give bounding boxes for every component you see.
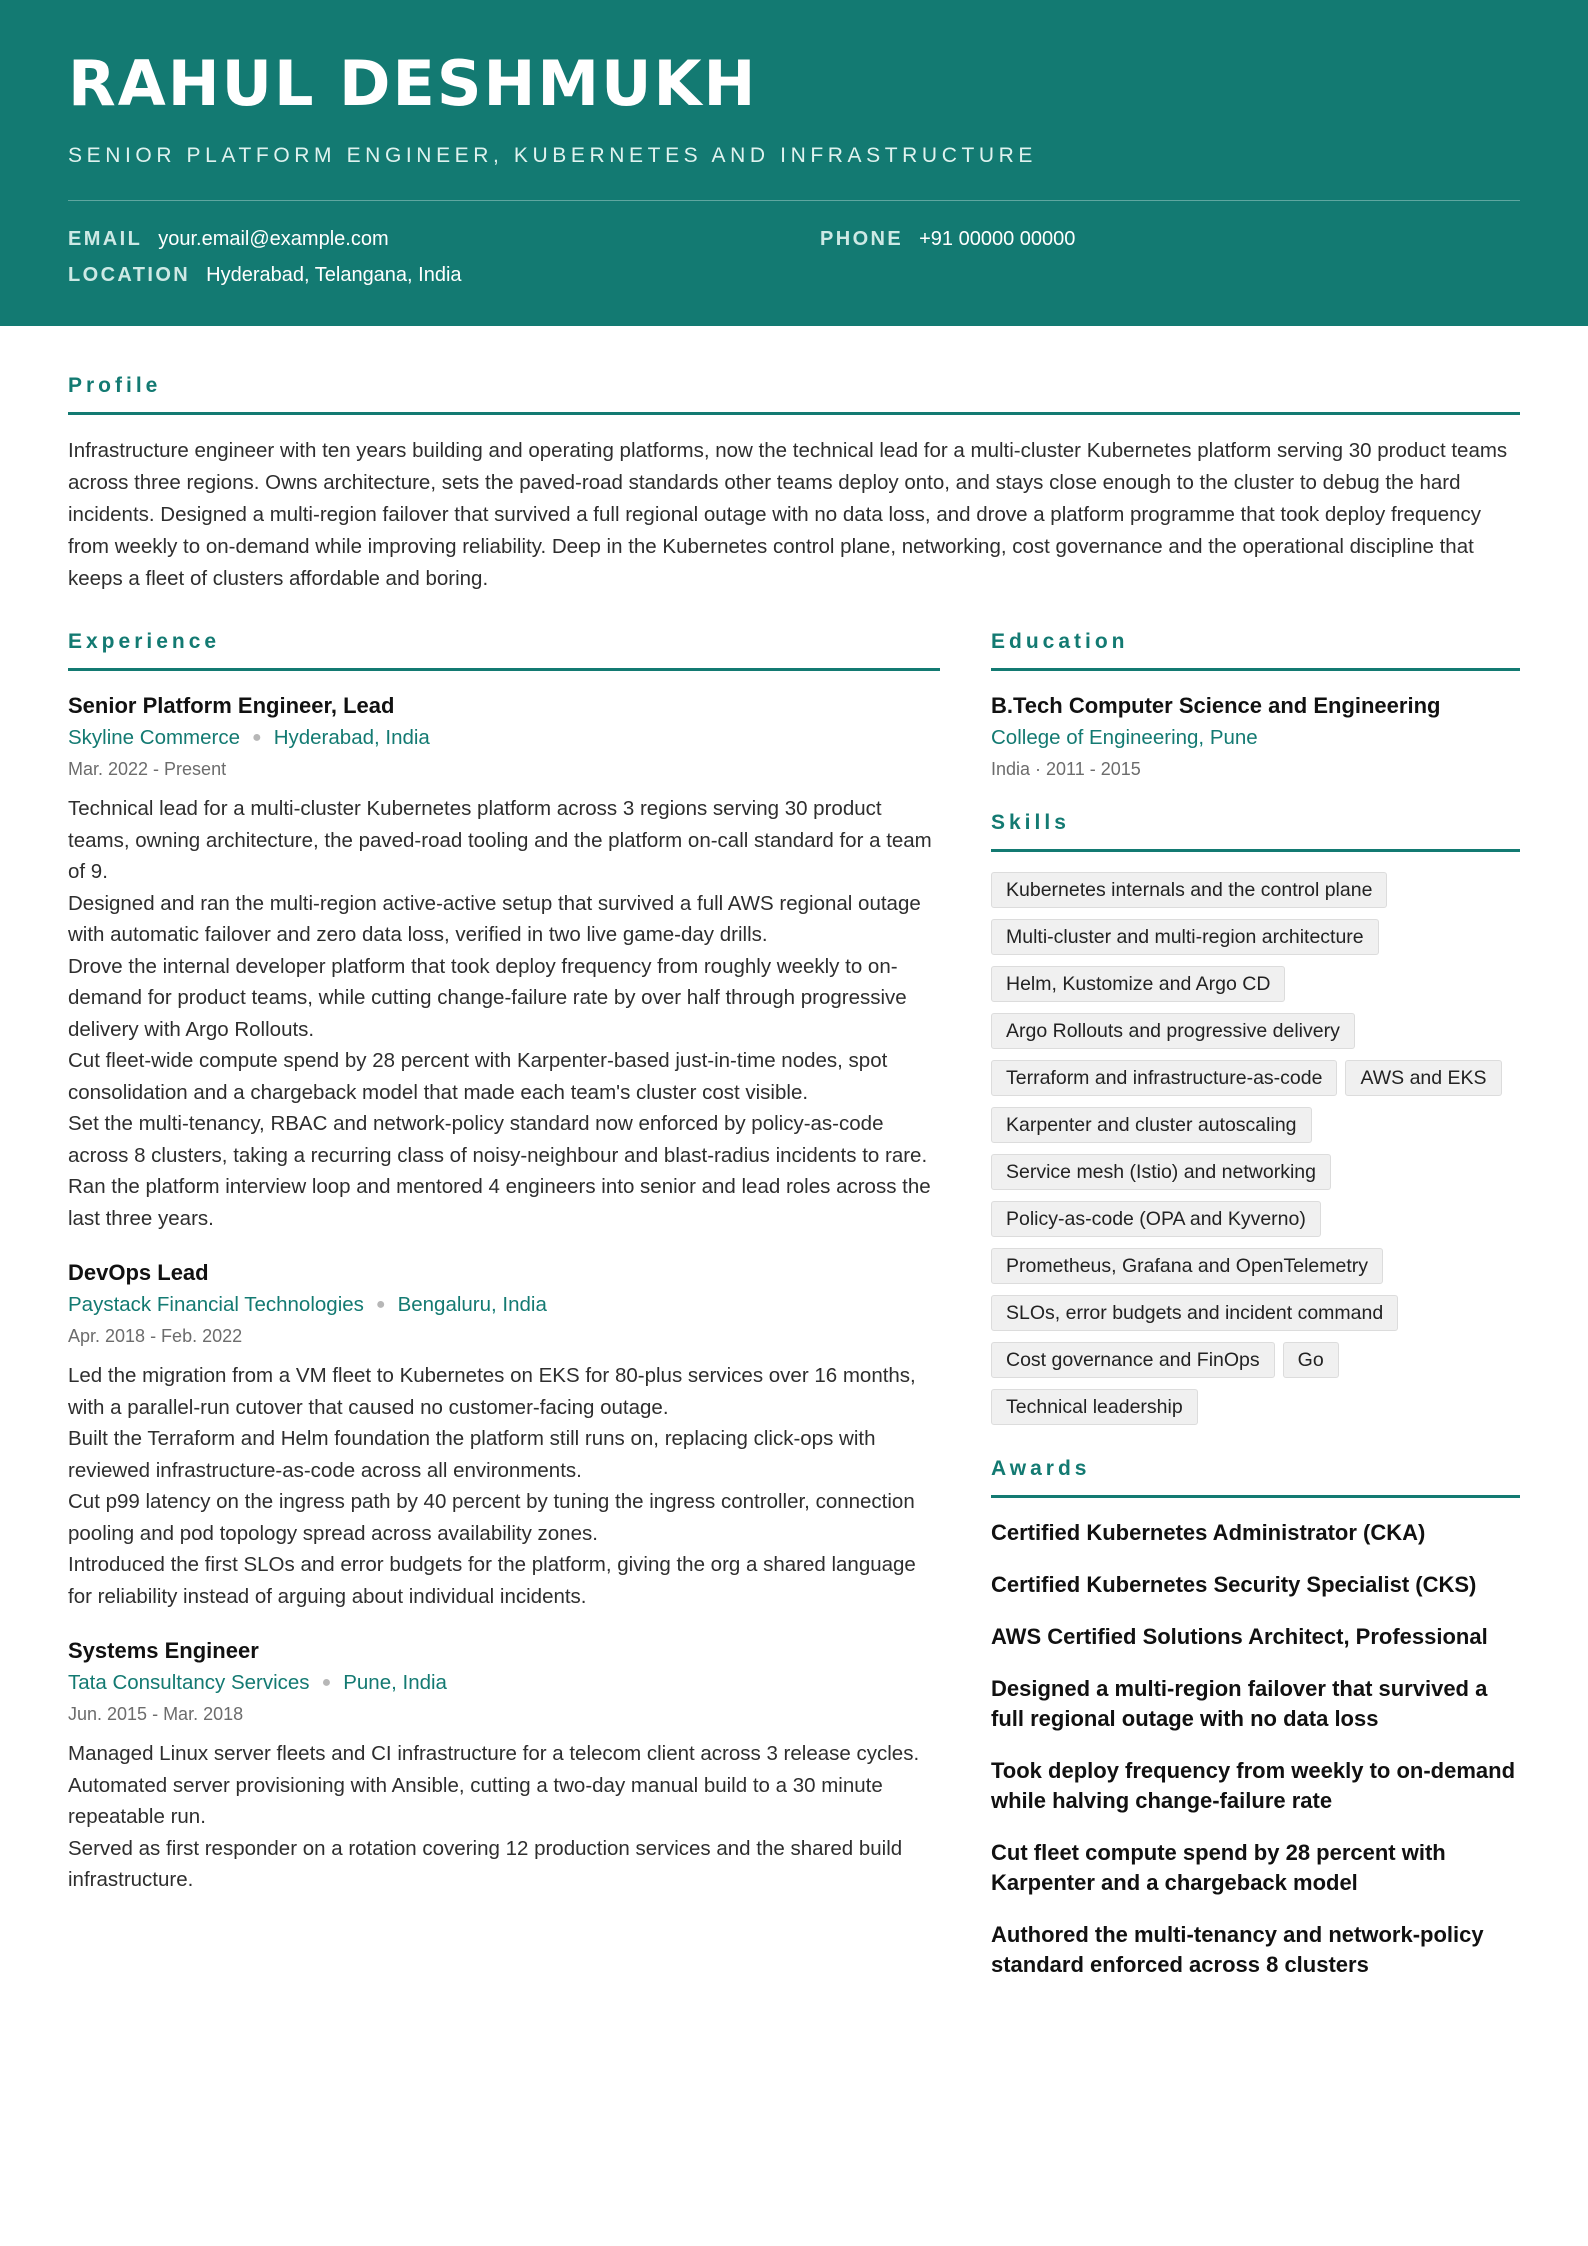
job-company-line <box>68 723 940 753</box>
awards-section <box>991 1457 1520 1980</box>
award-item: Cut fleet compute spend by 28 percent with Karpenter and a chargeback model <box>991 1840 1446 1895</box>
job-company: Tata Consultancy Services <box>68 1671 310 1694</box>
education-heading: Education <box>991 630 1129 653</box>
profile-summary: Infrastructure engineer with ten years building and operating platforms, now the technical lead for a multi-cluster Kubernetes platform serving 30 product teams across three regions. Owns architecture, sets the paved-road standards other teams deploy onto, and stays close enough to the cluster to debug the hard incidents. Designed a multi-region failover that survived a full regional outage with no data loss, and drove a platform programme that took deploy frequency from weekly to on-demand while improving reliability. Deep in the Kubernetes control plane, networking, cost governance and the operational discipline that keeps a fleet of clusters affordable and boring. <box>68 439 1508 590</box>
skill-tag: Kubernetes internals and the control plane <box>991 872 1387 908</box>
job-achievement: Technical lead for a multi-cluster Kubernetes platform across 3 regions serving 30 product teams, owning architecture, the paved-road tooling and the platform on-call standard for a team of 9. <box>68 797 932 883</box>
separator-dot-icon: ● <box>321 1674 332 1691</box>
resume-header <box>0 0 1588 326</box>
contact-phone <box>820 227 1075 251</box>
location-label: LOCATION <box>68 264 191 286</box>
experience-divider <box>68 668 940 671</box>
award-item: AWS Certified Solutions Architect, Professional <box>991 1624 1488 1649</box>
job-achievements <box>68 1738 940 1896</box>
skill-tag: Karpenter and cluster autoscaling <box>991 1107 1312 1143</box>
job-location: Hyderabad, India <box>273 726 430 749</box>
job-location: Pune, India <box>343 1671 447 1694</box>
email-label: EMAIL <box>68 228 143 250</box>
candidate-headline: SENIOR PLATFORM ENGINEER, KUBERNETES AND INFRASTRUCTURE <box>68 144 1038 167</box>
skills-heading: Skills <box>991 811 1070 834</box>
job-location: Bengaluru, India <box>397 1293 547 1316</box>
skill-tag: Terraform and infrastructure-as-code <box>991 1060 1337 1096</box>
job-entry <box>68 1258 940 1612</box>
contact-email <box>68 227 389 251</box>
profile-divider <box>68 412 1520 415</box>
job-achievement: Drove the internal developer platform that took deploy frequency from roughly weekly to on-demand for product teams, while cutting change-failure rate by over half through progressive delivery with Argo Rollouts. <box>68 954 907 1041</box>
education-meta: India · 2011 - 2015 <box>991 759 1141 779</box>
experience-section <box>68 630 940 1896</box>
award-item: Certified Kubernetes Administrator (CKA) <box>991 1520 1426 1545</box>
skills-section <box>991 811 1520 1425</box>
job-dates: Mar. 2022 - Present <box>68 759 227 779</box>
skill-tag: SLOs, error budgets and incident command <box>991 1295 1398 1331</box>
job-achievement: Designed and ran the multi-region active-active setup that survived a full AWS regional outage with automatic failover and zero data loss, verified in two live game-day drills. <box>68 891 921 946</box>
email-value[interactable]: your.email@example.com <box>158 228 389 250</box>
phone-value[interactable]: +91 00000 00000 <box>919 228 1076 250</box>
skill-tag: Go <box>1283 1342 1339 1378</box>
job-achievements <box>68 793 940 1234</box>
job-achievement: Cut p99 latency on the ingress path by 40 percent by tuning the ingress controller, connection pooling and pod topology spread across availability zones. <box>68 1490 915 1545</box>
education-section <box>991 630 1520 783</box>
awards-heading: Awards <box>991 1457 1091 1480</box>
separator-dot-icon: ● <box>252 729 262 746</box>
job-company: Paystack Financial Technologies <box>68 1293 364 1316</box>
profile-heading: Profile <box>68 374 162 397</box>
location-value: Hyderabad, Telangana, India <box>206 264 462 286</box>
job-company-line <box>68 1668 940 1698</box>
education-school: College of Engineering, Pune <box>991 726 1258 749</box>
job-entry <box>68 691 940 1234</box>
awards-divider <box>991 1495 1520 1498</box>
job-title: Systems Engineer <box>68 1638 259 1663</box>
skill-tag: Policy-as-code (OPA and Kyverno) <box>991 1201 1321 1237</box>
skill-tag: Argo Rollouts and progressive delivery <box>991 1013 1355 1049</box>
skill-tag: Multi-cluster and multi-region architecture <box>991 919 1379 955</box>
contact-info <box>68 227 1520 307</box>
job-company-line <box>68 1290 940 1320</box>
job-achievement: Served as first responder on a rotation covering 12 production services and the shared build infrastructure. <box>68 1836 903 1891</box>
award-item: Designed a multi-region failover that survived a full regional outage with no data loss <box>991 1676 1488 1731</box>
education-divider <box>991 668 1520 671</box>
header-divider <box>68 200 1520 201</box>
education-degree: B.Tech Computer Science and Engineering <box>991 693 1441 718</box>
job-achievement: Automated server provisioning with Ansible, cutting a two-day manual build to a 30 minute repeatable run. <box>68 1773 883 1828</box>
skill-tag: Technical leadership <box>991 1389 1198 1425</box>
job-achievement: Built the Terraform and Helm foundation the platform still runs on, replacing click-ops with reviewed infrastructure-as-code across all environments. <box>68 1427 876 1482</box>
job-achievement: Set the multi-tenancy, RBAC and network-policy standard now enforced by policy-as-code across 8 clusters, taking a recurring class of noisy-neighbour and blast-radius incidents to rare. <box>68 1112 928 1167</box>
job-achievement: Managed Linux server fleets and CI infrastructure for a telecom client across 3 release cycles. <box>68 1742 920 1765</box>
job-title: Senior Platform Engineer, Lead <box>68 693 395 718</box>
contact-location <box>68 263 462 287</box>
skill-tag: AWS and EKS <box>1345 1060 1501 1096</box>
job-entry <box>68 1636 940 1896</box>
skill-tag: Prometheus, Grafana and OpenTelemetry <box>991 1248 1383 1284</box>
award-item: Certified Kubernetes Security Specialist (CKS) <box>991 1572 1477 1597</box>
phone-label: PHONE <box>820 228 904 250</box>
job-achievement: Introduced the first SLOs and error budgets for the platform, giving the org a shared language for reliability instead of arguing about individual incidents. <box>68 1553 916 1608</box>
profile-section <box>68 374 1520 595</box>
skill-tag: Service mesh (Istio) and networking <box>991 1154 1331 1190</box>
job-title: DevOps Lead <box>68 1260 209 1285</box>
job-dates: Apr. 2018 - Feb. 2022 <box>68 1326 243 1346</box>
candidate-name: RAHUL DESHMUKH <box>68 47 758 120</box>
job-achievement: Cut fleet-wide compute spend by 28 percent with Karpenter-based just-in-time nodes, spot consolidation and a chargeback model that made each team's cluster cost visible. <box>68 1049 888 1104</box>
education-entry <box>991 691 1520 783</box>
sidebar-column <box>991 630 1520 2002</box>
skills-divider <box>991 849 1520 852</box>
skills-list <box>991 872 1520 1425</box>
job-achievement: Ran the platform interview loop and mentored 4 engineers into senior and lead roles across the last three years. <box>68 1175 931 1230</box>
separator-dot-icon: ● <box>375 1296 386 1313</box>
job-achievement: Led the migration from a VM fleet to Kubernetes on EKS for 80-plus services over 16 months, with a parallel-run cutover that caused no customer-facing outage. <box>68 1364 916 1419</box>
job-achievements <box>68 1360 940 1612</box>
award-item: Took deploy frequency from weekly to on-demand while halving change-failure rate <box>991 1758 1516 1813</box>
experience-heading: Experience <box>68 630 221 653</box>
job-company: Skyline Commerce <box>68 726 241 749</box>
award-item: Authored the multi-tenancy and network-policy standard enforced across 8 clusters <box>991 1922 1484 1977</box>
skill-tag: Helm, Kustomize and Argo CD <box>991 966 1285 1002</box>
job-dates: Jun. 2015 - Mar. 2018 <box>68 1704 244 1724</box>
skill-tag: Cost governance and FinOps <box>991 1342 1275 1378</box>
awards-list <box>991 1518 1520 1980</box>
